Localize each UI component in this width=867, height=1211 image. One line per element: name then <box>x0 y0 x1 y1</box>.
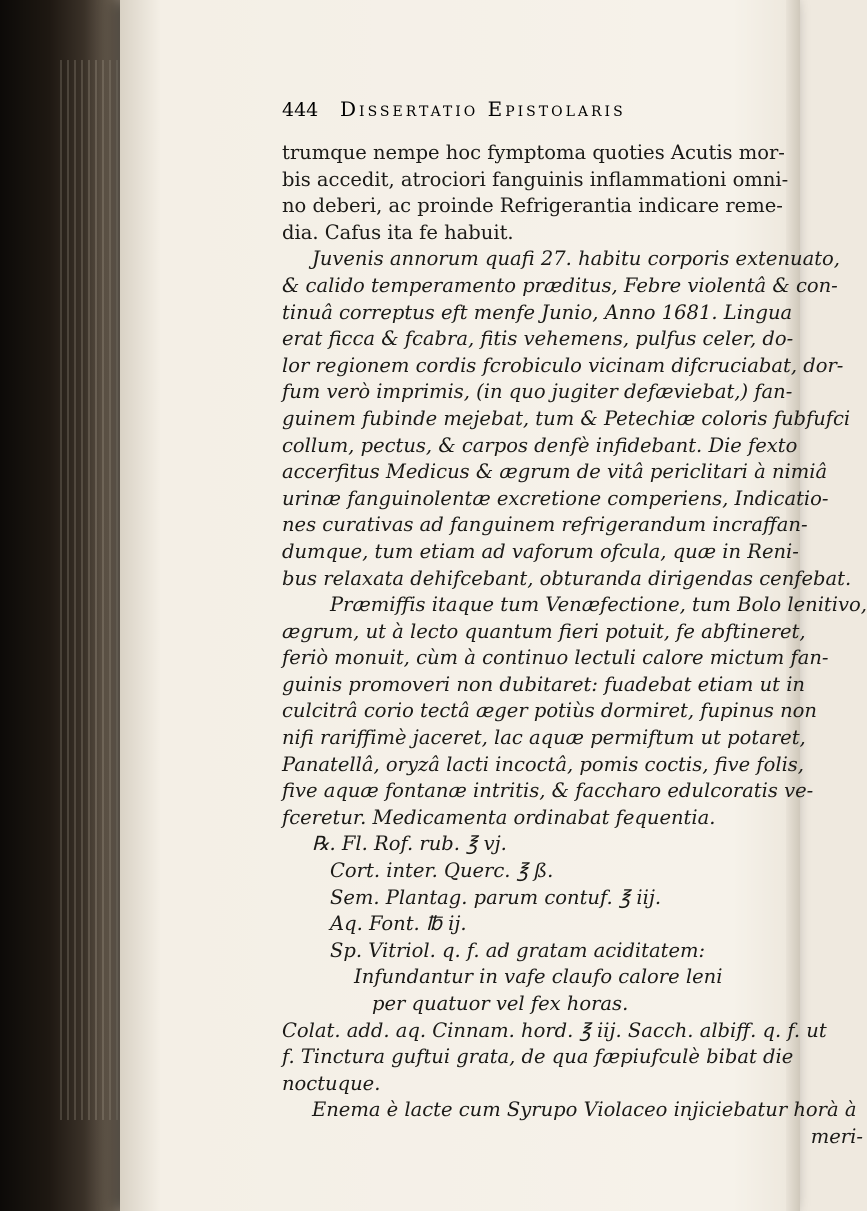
text-line: feriò monuit, cùm à continuo lectuli calore mictum fan- <box>282 646 829 670</box>
text-line: Aq. Font. ℔ ij. <box>330 912 467 936</box>
text-line: tinuâ correptus eft menfe Junio, Anno 1681. Lingua <box>282 300 793 324</box>
text-line: ægrum, ut à lecto quantum fieri potuit, fe abftineret, <box>282 619 806 643</box>
text-line: nes curativas ad fanguinem refrigerandum incraffan- <box>282 513 808 537</box>
text-line: trumque nempe hoc fymptoma quoties Acutis mor- <box>282 141 785 164</box>
text-line: no deberi, ac proinde Refrigerantia indicare reme- <box>282 194 783 218</box>
text-line: bus relaxata dehifcebant, obturanda dirigendas cenfebat. <box>282 566 852 590</box>
text-line: Enema è lacte cum Syrupo Violaceo injiciebatur horà à <box>312 1098 857 1122</box>
text-line: guinem fubinde mejebat, tum & Petechiæ coloris fubfufci <box>282 406 851 430</box>
text-line: Colat. add. aq. Cinnam. hord. ℥ iij. Sacch. albiff. q. f. ut <box>282 1018 827 1042</box>
text-line: accerfitus Medicus & ægrum de vitâ periclitari à nimiâ <box>282 460 828 484</box>
text-line: collum, pectus, & carpos denfè infidebant. Die fexto <box>282 433 798 457</box>
page-header <box>282 97 782 123</box>
text-line: per quatuor vel fex horas. <box>372 992 629 1015</box>
text-line: guinis promoveri non dubitaret: fuadebat etiam ut in <box>282 672 805 696</box>
text-line: nifi rariffimè jaceret, lac aquæ permiftum ut potaret, <box>282 726 806 750</box>
text-line: urinæ fanguinolentæ excretione comperiens, Indicatio- <box>282 486 829 510</box>
text-line: lor regionem cordis fcrobiculo vicinam difcruciabat, dor- <box>282 353 844 377</box>
text-line: ℞. Fl. Rof. rub. ℥ vj. <box>312 832 507 856</box>
running-head: Dissertatio Epistolaris <box>340 97 626 121</box>
text-line: noctuque. <box>282 1071 381 1095</box>
text-line: Præmiffis itaque tum Venæfectione, tum Bolo lenitivo, <box>330 593 867 617</box>
text-line: Infundantur in vafe claufo calore leni <box>354 965 723 989</box>
text-line: bis accedit, atrociori fanguinis inflammationi omni- <box>282 167 789 191</box>
text-lines <box>282 140 867 1151</box>
text-line: f. Tinctura guftui grata, de qua fæpiufculè bibat die <box>282 1045 794 1069</box>
text-line: fum verò imprimis, (in quo jugiter defæviebat,) fan- <box>282 380 793 404</box>
text-line: & calido temperamento præditus, Febre violentâ & con- <box>282 273 838 297</box>
text-line: Cort. inter. Querc. ℥ ß. <box>330 859 554 883</box>
page-number: 444 <box>282 99 319 121</box>
text-line: Juvenis annorum quafi 27. habitu corporis extenuato, <box>312 247 840 271</box>
text-line: fceretur. Medicamenta ordinabat fequentia. <box>282 805 716 829</box>
text-line: culcitrâ corio tectâ æger potiùs dormiret, fupinus non <box>282 699 817 723</box>
text-line: Panatellâ, oryzâ lacti incoctâ, pomis coctis, five folis, <box>282 752 805 776</box>
text-line: Sem. Plantag. parum contuf. ℥ iij. <box>330 885 662 909</box>
text-line: dia. Cafus ita fe habuit. <box>282 220 514 244</box>
text-line: five aquæ fontanæ intritis, & faccharo edulcoratis ve- <box>282 779 814 803</box>
text-line: meri- <box>810 1124 863 1148</box>
text-line: Sp. Vitriol. q. f. ad gratam aciditatem: <box>330 938 706 962</box>
text-line: dumque, tum etiam ad vaforum ofcula, quæ in Reni- <box>282 539 799 563</box>
text-line: erat ficca & fcabra, fitis vehemens, pulfus celer, do- <box>282 327 794 351</box>
